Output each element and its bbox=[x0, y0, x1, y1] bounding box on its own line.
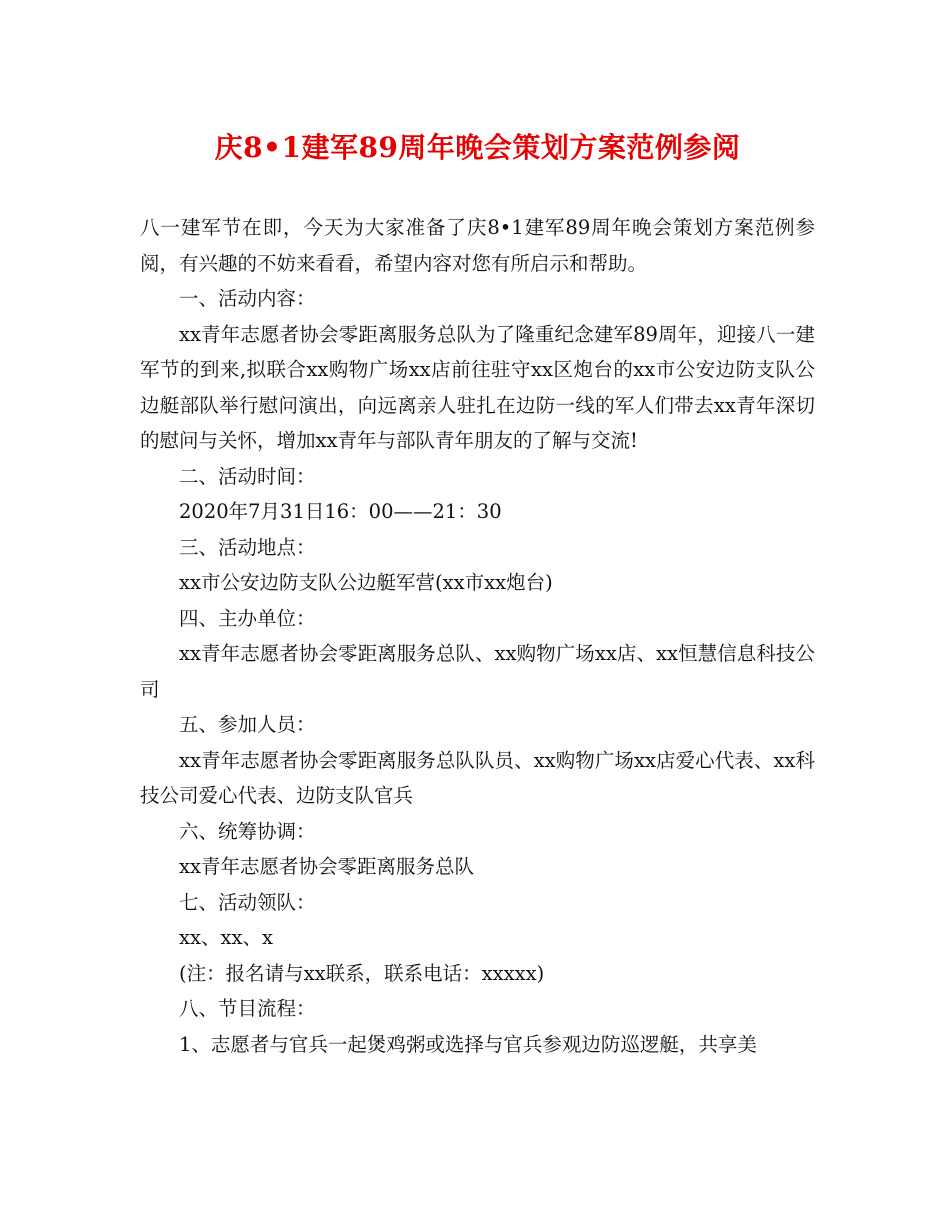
body-paragraph: 五、参加人员： bbox=[179, 713, 316, 736]
body-paragraph: xx青年志愿者协会零距离服务总队、xx购物广场xx店、xx恒慧信息科技公司 bbox=[140, 642, 815, 701]
body-paragraph: (注：报名请与xx联系，联系电话：xxxxx) bbox=[179, 961, 545, 985]
body-paragraph: 八一建军节在即，今天为大家准备了庆8•1建军89周年晚会策划方案范例参阅，有兴趣的不妨来看看，希望内容对您有所启示和帮助。 bbox=[140, 216, 815, 275]
document-title: 庆8•1建军89周年晚会策划方案范例参阅 bbox=[214, 131, 741, 164]
body-paragraph: xx、xx、x bbox=[179, 926, 273, 949]
document-body bbox=[140, 210, 815, 1062]
body-paragraph: 2020年7月31日16：00——21：30 bbox=[179, 500, 502, 523]
body-paragraph: 一、活动内容： bbox=[179, 287, 316, 310]
body-paragraph: 1、志愿者与官兵一起煲鸡粥或选择与官兵参观边防巡逻艇，共享美 bbox=[179, 1032, 757, 1056]
body-paragraph: 六、统筹协调： bbox=[179, 819, 316, 843]
body-paragraph: xx青年志愿者协会零距离服务总队队员、xx购物广场xx店爱心代表、xx科技公司爱心代表、边防支队官兵 bbox=[140, 748, 815, 807]
body-paragraph: 四、主办单位： bbox=[179, 606, 316, 630]
body-paragraph: xx青年志愿者协会零距离服务总队 bbox=[179, 855, 474, 878]
body-paragraph: 七、活动领队： bbox=[179, 890, 316, 914]
body-paragraph: 三、活动地点： bbox=[179, 535, 316, 559]
body-paragraph: 八、节目流程： bbox=[179, 997, 316, 1020]
body-paragraph: xx市公安边防支队公边艇军营(xx市xx炮台) bbox=[179, 571, 553, 594]
body-paragraph: xx青年志愿者协会零距离服务总队为了隆重纪念建军89周年，迎接八一建军节的到来,拟联合xx购物广场xx店前往驻守xx区炮台的xx市公安边防支队公边艇部队举行慰问演出，向远离亲人驻扎在边防一线的军人们带去xx青年深切的慰问与关怀，增加xx青年与部队青年朋友的了解与交流! bbox=[140, 322, 815, 452]
body-paragraph: 二、活动时间： bbox=[179, 464, 316, 488]
